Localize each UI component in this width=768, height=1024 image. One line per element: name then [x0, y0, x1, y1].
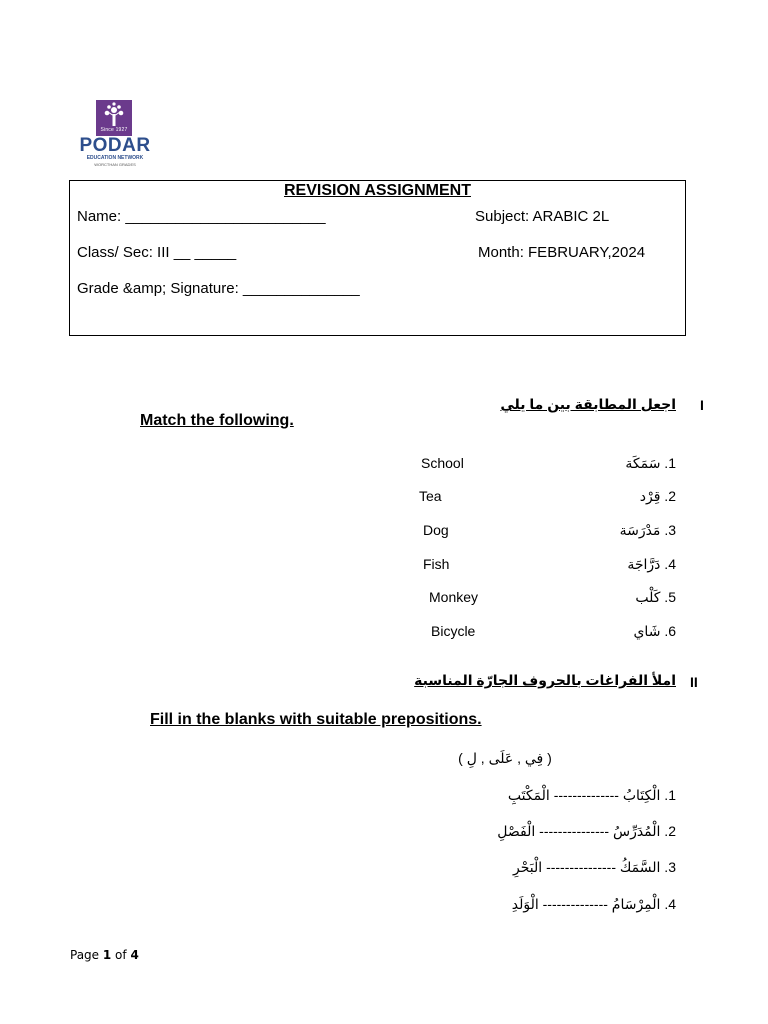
- page-of-label: of: [111, 948, 131, 962]
- page-total: 4: [130, 948, 139, 962]
- match-english-word: Tea: [419, 488, 442, 504]
- fill-blank-item: 4. الْمِرْسَامُ -------------- الْوَلَدِ: [511, 896, 676, 912]
- section-1-number: I: [700, 397, 704, 413]
- assignment-title: REVISION ASSIGNMENT: [284, 182, 471, 199]
- section-2-number: II: [690, 674, 698, 690]
- page-footer: [70, 948, 139, 962]
- match-arabic-item: 4. دَرَّاجَة: [627, 556, 676, 572]
- match-english-word: School: [421, 455, 464, 471]
- page-label: Page: [70, 948, 103, 962]
- name-field: Name: ________________________: [77, 208, 326, 225]
- section-1-heading-arabic: اجعل المطابقة بين ما يلي: [500, 396, 676, 412]
- match-english-word: Monkey: [429, 589, 479, 605]
- match-arabic-item: 1. سَمَكَة: [625, 455, 676, 471]
- fill-blank-item: 3. السَّمَكُ --------------- الْبَحْرِ: [513, 859, 676, 875]
- match-arabic-item: 6. شَاي: [633, 623, 676, 639]
- logo-subtitle: EDUCATION NETWORK: [86, 155, 144, 161]
- section-2-heading-arabic: املأ الفراغات بالحروف الجارّة المناسبة: [414, 672, 676, 688]
- match-arabic-item: 2. قِرْد: [639, 488, 676, 504]
- tree-emblem-icon: [96, 100, 132, 136]
- match-arabic-item: 5. كَلْب: [635, 589, 676, 605]
- logo-since: Since 1927: [100, 127, 128, 133]
- logo-tagline: WORCTHAN GRADES: [94, 162, 136, 167]
- fill-blank-item: 1. الْكِتَابُ -------------- الْمَكْتَبِ: [507, 787, 676, 803]
- preposition-options: ( فِي , عَلَى , لِ ): [458, 750, 552, 766]
- match-english-word: Bicycle: [431, 623, 476, 639]
- grade-signature-field: Grade &amp; Signature: ______________: [77, 280, 360, 297]
- match-english-word: Dog: [423, 522, 449, 538]
- month-field: Month: FEBRUARY,2024: [478, 244, 646, 261]
- class-section-field: Class/ Sec: III __ _____: [77, 244, 237, 261]
- section-2-heading-english: Fill in the blanks with suitable prepositions.: [150, 711, 482, 728]
- assignment-header-box: [69, 180, 686, 336]
- podar-logo: [72, 100, 158, 168]
- logo-wordmark: PODAR: [79, 135, 151, 156]
- match-english-word: Fish: [423, 556, 450, 572]
- page-number: 1: [102, 948, 112, 962]
- subject-field: Subject: ARABIC 2L: [475, 208, 610, 225]
- fill-blank-item: 2. الْمُدَرِّسُ --------------- الْفَصْلِ: [497, 823, 676, 839]
- match-arabic-item: 3. مَدْرَسَة: [619, 522, 676, 538]
- section-1-heading-english: Match the following.: [140, 412, 294, 429]
